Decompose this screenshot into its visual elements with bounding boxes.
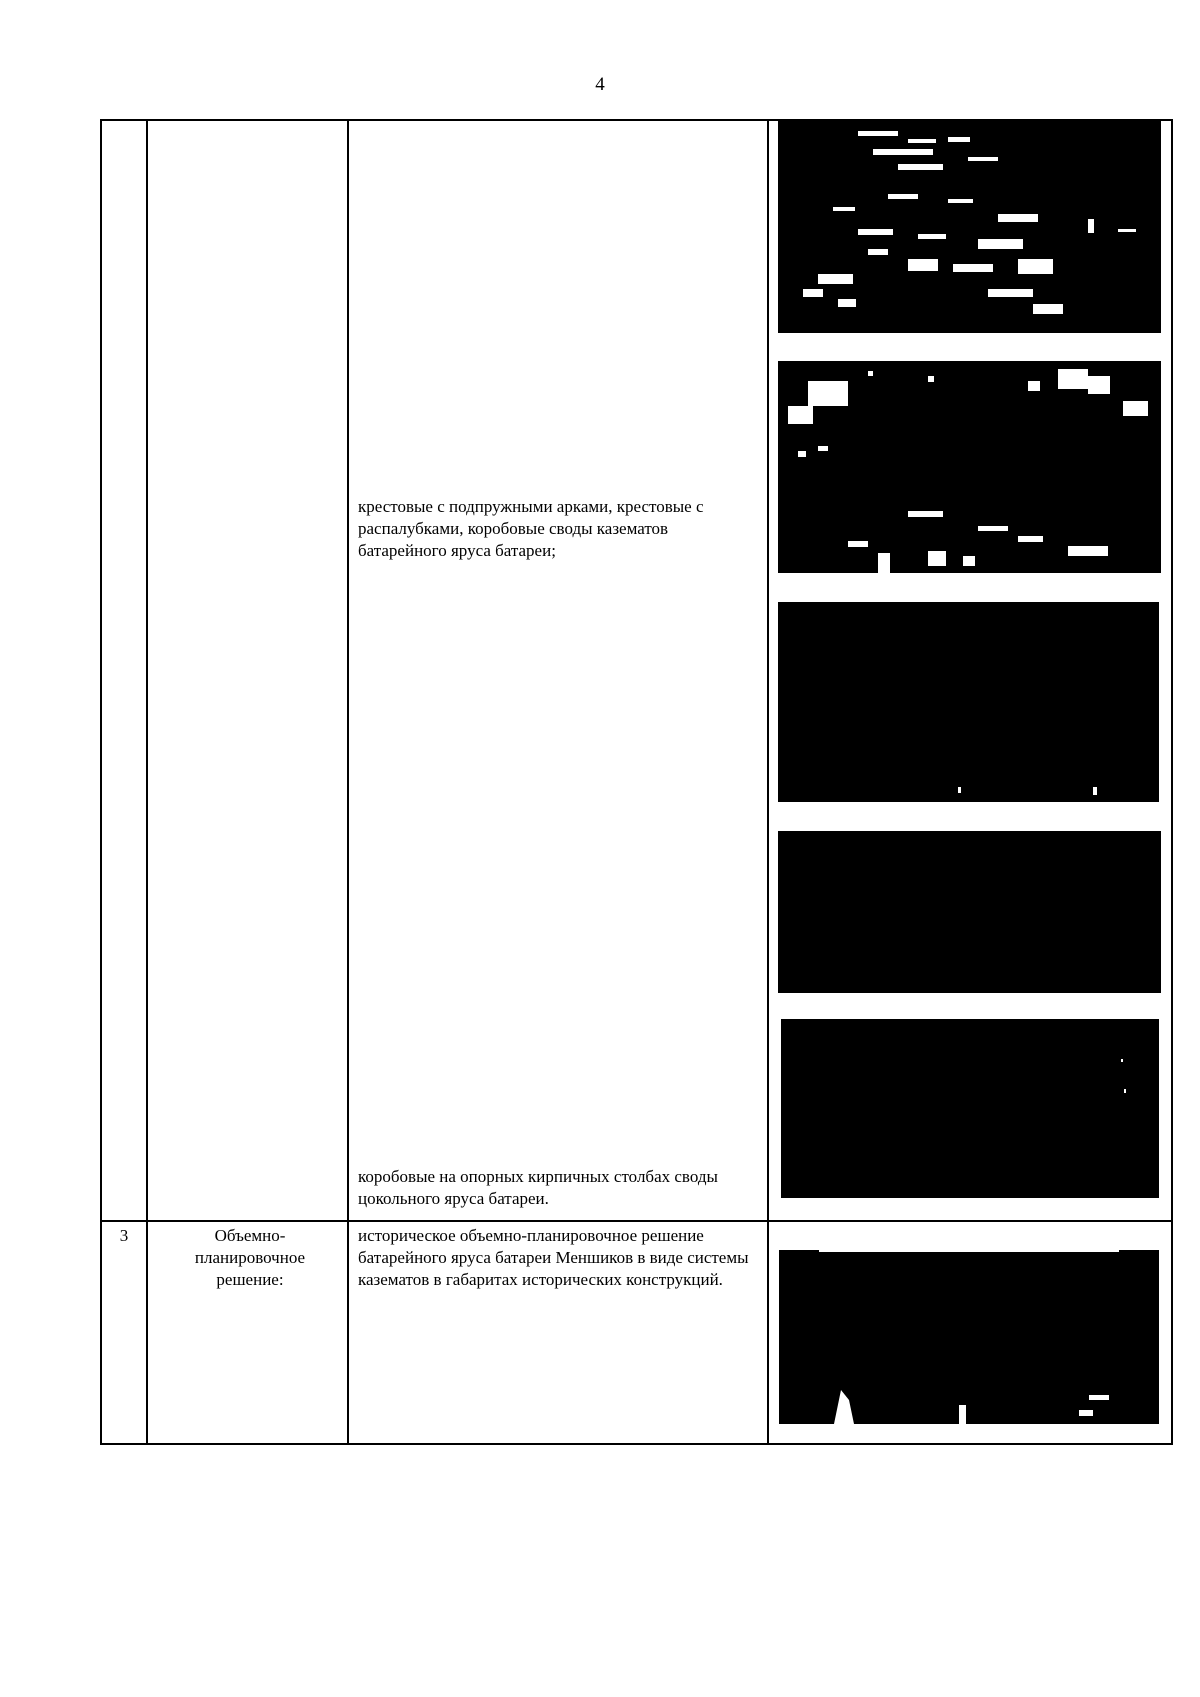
column-divider-3 (767, 119, 769, 1445)
column-divider-2 (347, 119, 349, 1445)
table-border-right (1171, 119, 1173, 1445)
row-3-feature-name: Объемно-планировочное решение: (194, 1226, 306, 1289)
page-number: 4 (595, 74, 605, 95)
row-3-description: историческое объемно-планировочное решение батарейного яруса батареи Меншиков в виде системы казематов в габаритах исторических конструкций. (358, 1226, 749, 1289)
row-3-number: 3 (119, 1226, 129, 1245)
photo-vault-5 (781, 1019, 1159, 1198)
row-divider (100, 1220, 1173, 1222)
table-border-bottom (100, 1443, 1173, 1445)
photo-vault-3 (778, 602, 1159, 802)
column-divider-1 (146, 119, 148, 1445)
photo-vault-2 (778, 361, 1161, 573)
photo-vault-1 (778, 119, 1161, 333)
description-vaults-basement-tier: коробовые на опорных кирпичных столбах своды цокольного яруса батареи. (358, 1167, 718, 1208)
photo-battery-tier-layout (779, 1250, 1159, 1424)
description-vaults-battery-tier: крестовые с подпружными арками, крестовые с распалубками, коробовые своды казематов батарейного яруса батареи; (358, 497, 704, 560)
photo-vault-4 (778, 831, 1161, 993)
